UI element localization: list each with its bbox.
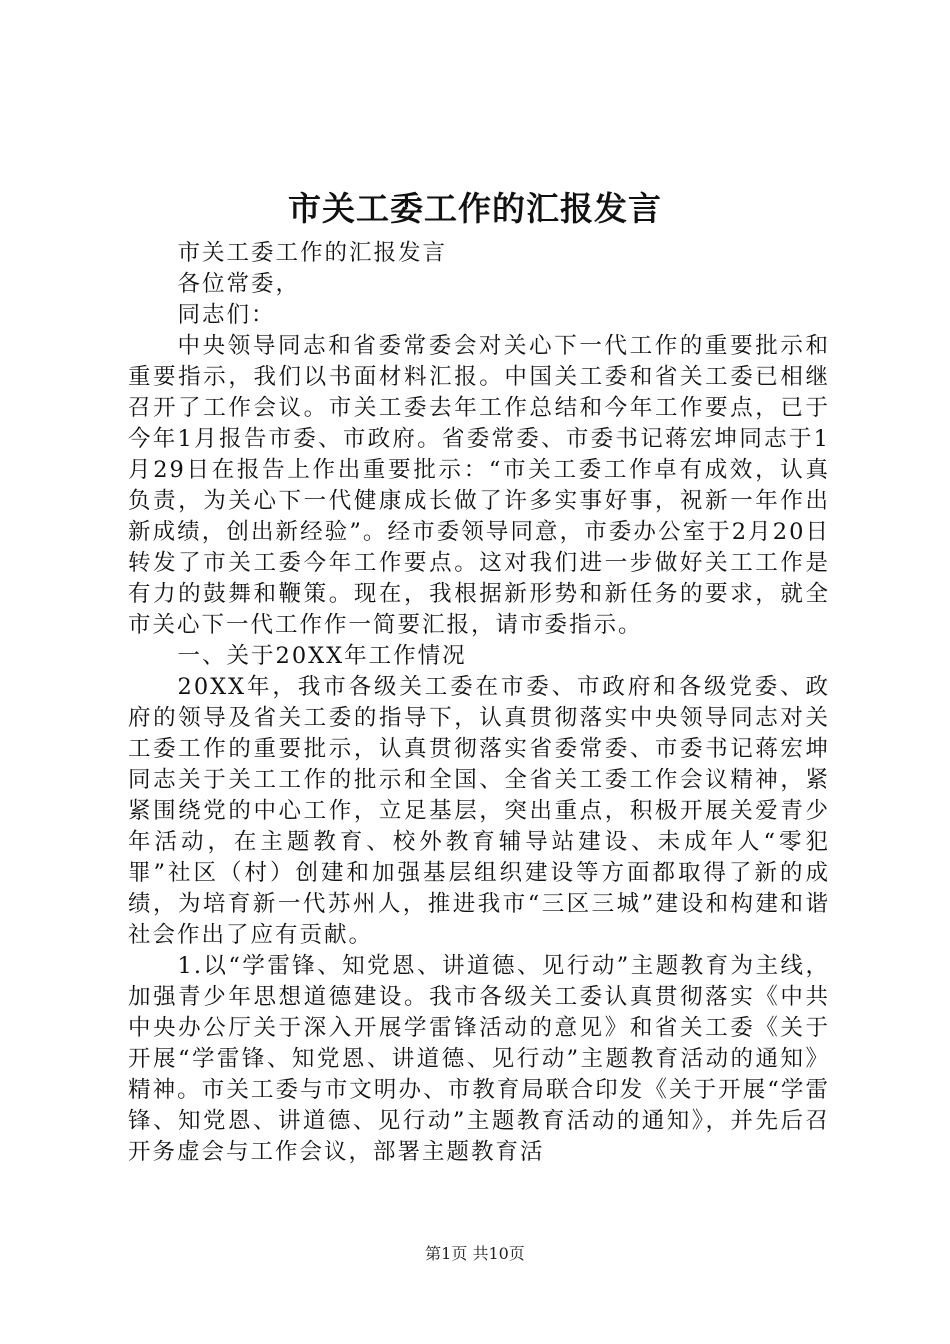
section-heading-1: 一、关于20XX年工作情况 — [177, 643, 467, 669]
paragraph-heading-repeat: 市关工委工作的汇报发言 — [177, 240, 448, 266]
paragraph-salutation-1: 各位常委， — [177, 271, 301, 297]
page-footer: 第1页 共10页 — [425, 1244, 525, 1263]
paragraph-item-1: 1.以“学雷锋、知党恩、讲道德、见行动”主题教育为主线，加强青少年思想道德建设。我市各级关工委认真贯彻落实《中共中央办公厅关于深入开展学雷锋活动的意见》和省关工委《关于开展“学雷锋、知党恩、讲道德、见行动”主题教育活动的通知》精神。市关工委与市文明办、市教育局联合印发《关于开展“学雷锋、知党恩、讲道德、见行动”主题教育活动的通知》，并先后召开务虚会与工作会议，部署主题教育活 — [128, 953, 830, 1165]
paragraph-intro: 中央领导同志和省委常委会对关心下一代工作的重要批示和重要指示，我们以书面材料汇报。中国关工委和省关工委已相继召开了工作会议。市关工委去年工作总结和今年工作要点，已于今年1月报告市委、市政府。省委常委、市委书记蒋宏坤同志于1月29日在报告上作出重要批示：“市关工委工作卓有成效，认真负责，为关心下一代健康成长做了许多实事好事，祝新一年作出新成绩，创出新经验”。经市委领导同意，市委办公室于2月20日转发了市关工委今年工作要点。这对我们进一步做好关工工作是有力的鼓舞和鞭策。现在，我根据新形势和新任务的要求，就全市关心下一代工作作一简要汇报，请市委指示。 — [128, 333, 830, 638]
document-title: 市关工委工作的汇报发言 — [288, 189, 662, 228]
document-body — [128, 238, 830, 1168]
paragraph-section-1: 20XX年，我市各级关工委在市委、市政府和各级党委、政府的领导及省关工委的指导下，认真贯彻落实中央领导同志对关工委工作的重要批示，认真贯彻落实省委常委、市委书记蒋宏坤同志关于关工工作的批示和全国、全省关工委工作会议精神，紧紧围绕党的中心工作，立足基层，突出重点，积极开展关爱青少年活动，在主题教育、校外教育辅导站建设、未成年人“零犯罪”社区（村）创建和加强基层组织建设等方面都取得了新的成绩，为培育新一代苏州人，推进我市“三区三城”建设和构建和谐社会作出了应有贡献。 — [128, 674, 830, 948]
paragraph-salutation-2: 同志们： — [177, 302, 276, 328]
